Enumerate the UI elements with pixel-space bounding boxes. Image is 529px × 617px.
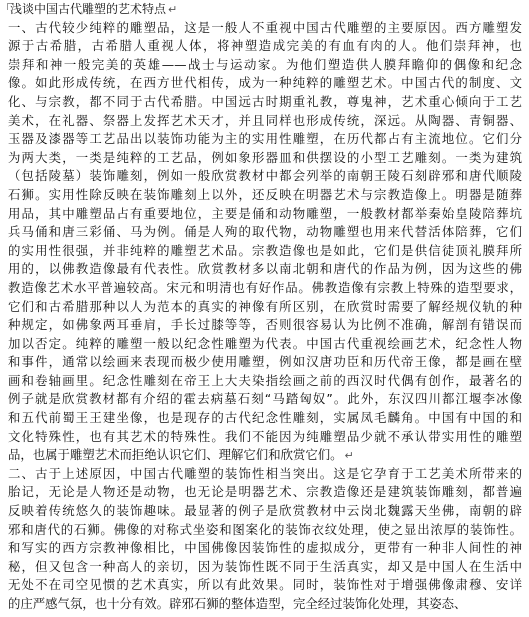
text-line: 和写实的西方宗教神像相比，中国佛像因装饰性的虚拟成分，更带有一种非人间性的神 bbox=[8, 540, 522, 556]
text-line: 用品，其中雕塑品占有重要地位，主要是俑和动物雕塑，一般教材都举秦始皇陵陪葬坑 bbox=[8, 205, 522, 221]
text-line: 它们和古希腊那种以人为范本的真实的神像有所区别，在欣赏时需要了解经规仪轨的种 bbox=[8, 298, 522, 314]
document-body bbox=[8, 0, 522, 614]
document-title: 浅谈中国古代雕塑的艺术特点 ↵ bbox=[10, 2, 178, 16]
text-line: 例子就是欣赏教材都有介绍的霍去病墓石刻“马踏匈奴”。此外，东汉四川都江堰李冰像 bbox=[8, 391, 522, 407]
text-line: （包括陵墓）装饰雕刻，例如一般欣赏教材中都会列举的南朝王陵石刻辟邪和唐代顺陵 bbox=[8, 168, 522, 184]
text-line: 无处不在司空见惯的艺术真实，所以有此效果。同时，装饰性对于增强佛像肃穆、安详 bbox=[8, 577, 522, 593]
text-line: 源于古希腊，古希腊人重视人体，将神塑造成完美的有血有肉的人。他们崇拜神，也 bbox=[8, 38, 522, 54]
text-line: 用的，以佛教造像最有代表性。欣赏教材多以南北朝和唐代的作品为例，因为这些的佛 bbox=[8, 261, 522, 277]
text-line: 和事件，通常以绘画来表现而极少使用雕塑，例如汉唐功臣和历代帝王像，都是画在壁 bbox=[8, 354, 522, 370]
text-line: 文化特殊性，也有其艺术的特殊性。我们不能因为纯雕塑品少就不承认带实用性的雕塑 bbox=[8, 428, 522, 444]
text-line: 品，也属于雕塑艺术而拒绝认识它们、理解它们和欣赏它们。 ↵ bbox=[8, 447, 354, 463]
text-line: 二、古于上述原因，中国古代雕塑的装饰性相当突出。这是它孕育于工艺美术所带来的 bbox=[8, 465, 522, 481]
text-line: 像。如此形成传统，在西方世代相传，成为一种纯粹的雕塑艺术。中国古代的制度、文 bbox=[8, 75, 522, 91]
text-line: 一、古代较少纯粹的雕塑品，这是一般人不重视中国古代雕塑的主要原因。西方雕塑发 bbox=[8, 19, 522, 35]
text-line: 邪和唐代的石狮。佛像的对称式坐姿和图案化的装饰衣纹处理，使之显出浓厚的装饰性。 bbox=[8, 521, 522, 537]
paragraph-mark-icon: ↵ bbox=[168, 3, 178, 16]
text-line: 为两大类，一类是纯粹的工艺品，例如象形器皿和供摆设的小型工艺雕刻。一类为建筑 bbox=[8, 149, 522, 165]
text-line: 的实用性很强，并非纯粹的雕塑艺术品。宗教造像也是如此，它们是供信徒顶礼膜拜所 bbox=[8, 242, 522, 258]
text-line: 兵马俑和唐三彩俑、马为例。俑是人殉的取代物，动物雕塑也用来代替活体陪葬，它们 bbox=[8, 224, 522, 240]
text-line: 玉器及漆器等工艺品出以装饰功能为主的实用性雕塑，在历代都占有主流地位。它们分 bbox=[8, 131, 522, 147]
text-line: 反映着传统悠久的装饰趣味。最显著的例子是欣赏教材中云岗北魏露天坐佛，南朝的辟 bbox=[8, 503, 522, 519]
text-line: 和五代前蜀王王建坐像，也是现存的古代纪念性雕刻，实属凤毛麟角。中国有中国的和 bbox=[8, 410, 522, 426]
text-line: 胎记，无论是人物还是动物，也无论是明器艺术、宗教造像还是建筑装饰雕刻，都普遍 bbox=[8, 484, 522, 500]
text-line: 画和卷轴画里。纪念性雕刻在帝王上大夫染指绘画之前的西汉时代偶有创作，最著名的 bbox=[8, 372, 522, 388]
text-line: 美术，在礼器、祭器上发挥艺术天才，并且同样也形成传统，深远。从陶器、青铜器、 bbox=[8, 112, 522, 128]
text-line: 石狮。实用性除反映在装饰雕刻上以外，还反映在明器艺术与宗教造像上。明器是随葬 bbox=[8, 186, 522, 202]
text-line: 教造像艺术水平普遍较高。宋元和明清也有好作品。佛教造像有宗教上特殊的造型要求， bbox=[8, 279, 522, 295]
text-line: 崇拜和神一般完美的英雄——战士与运动家。为他们塑造供人膜拜瞻仰的偶像和纪念 bbox=[8, 56, 522, 72]
text-line: 秘，但又包含一种高人的亲切，因为装饰性既不同于生活真实，却又是中国人在生活中 bbox=[8, 558, 522, 574]
text-line: 的庄严感气氛，也十分有效。辟邪石狮的整体造型，完全经过装饰化处理，其姿态、 bbox=[8, 596, 467, 611]
text-line: 种规定，如佛象两耳垂肩，手长过膝等等，否则很容易认为比例不准确，解剖有错误而 bbox=[8, 317, 522, 333]
text-line: 加以否定。纯粹的雕塑一般以纪念性雕塑为代表。中国古代重视绘画艺术，纪念性人物 bbox=[8, 335, 522, 351]
text-line: 化、与宗教，都不同于古代希腊。中国远古时期重礼教，尊鬼神，艺术重心倾向于工艺 bbox=[8, 93, 522, 109]
paragraph-mark-icon: ↵ bbox=[344, 449, 354, 463]
